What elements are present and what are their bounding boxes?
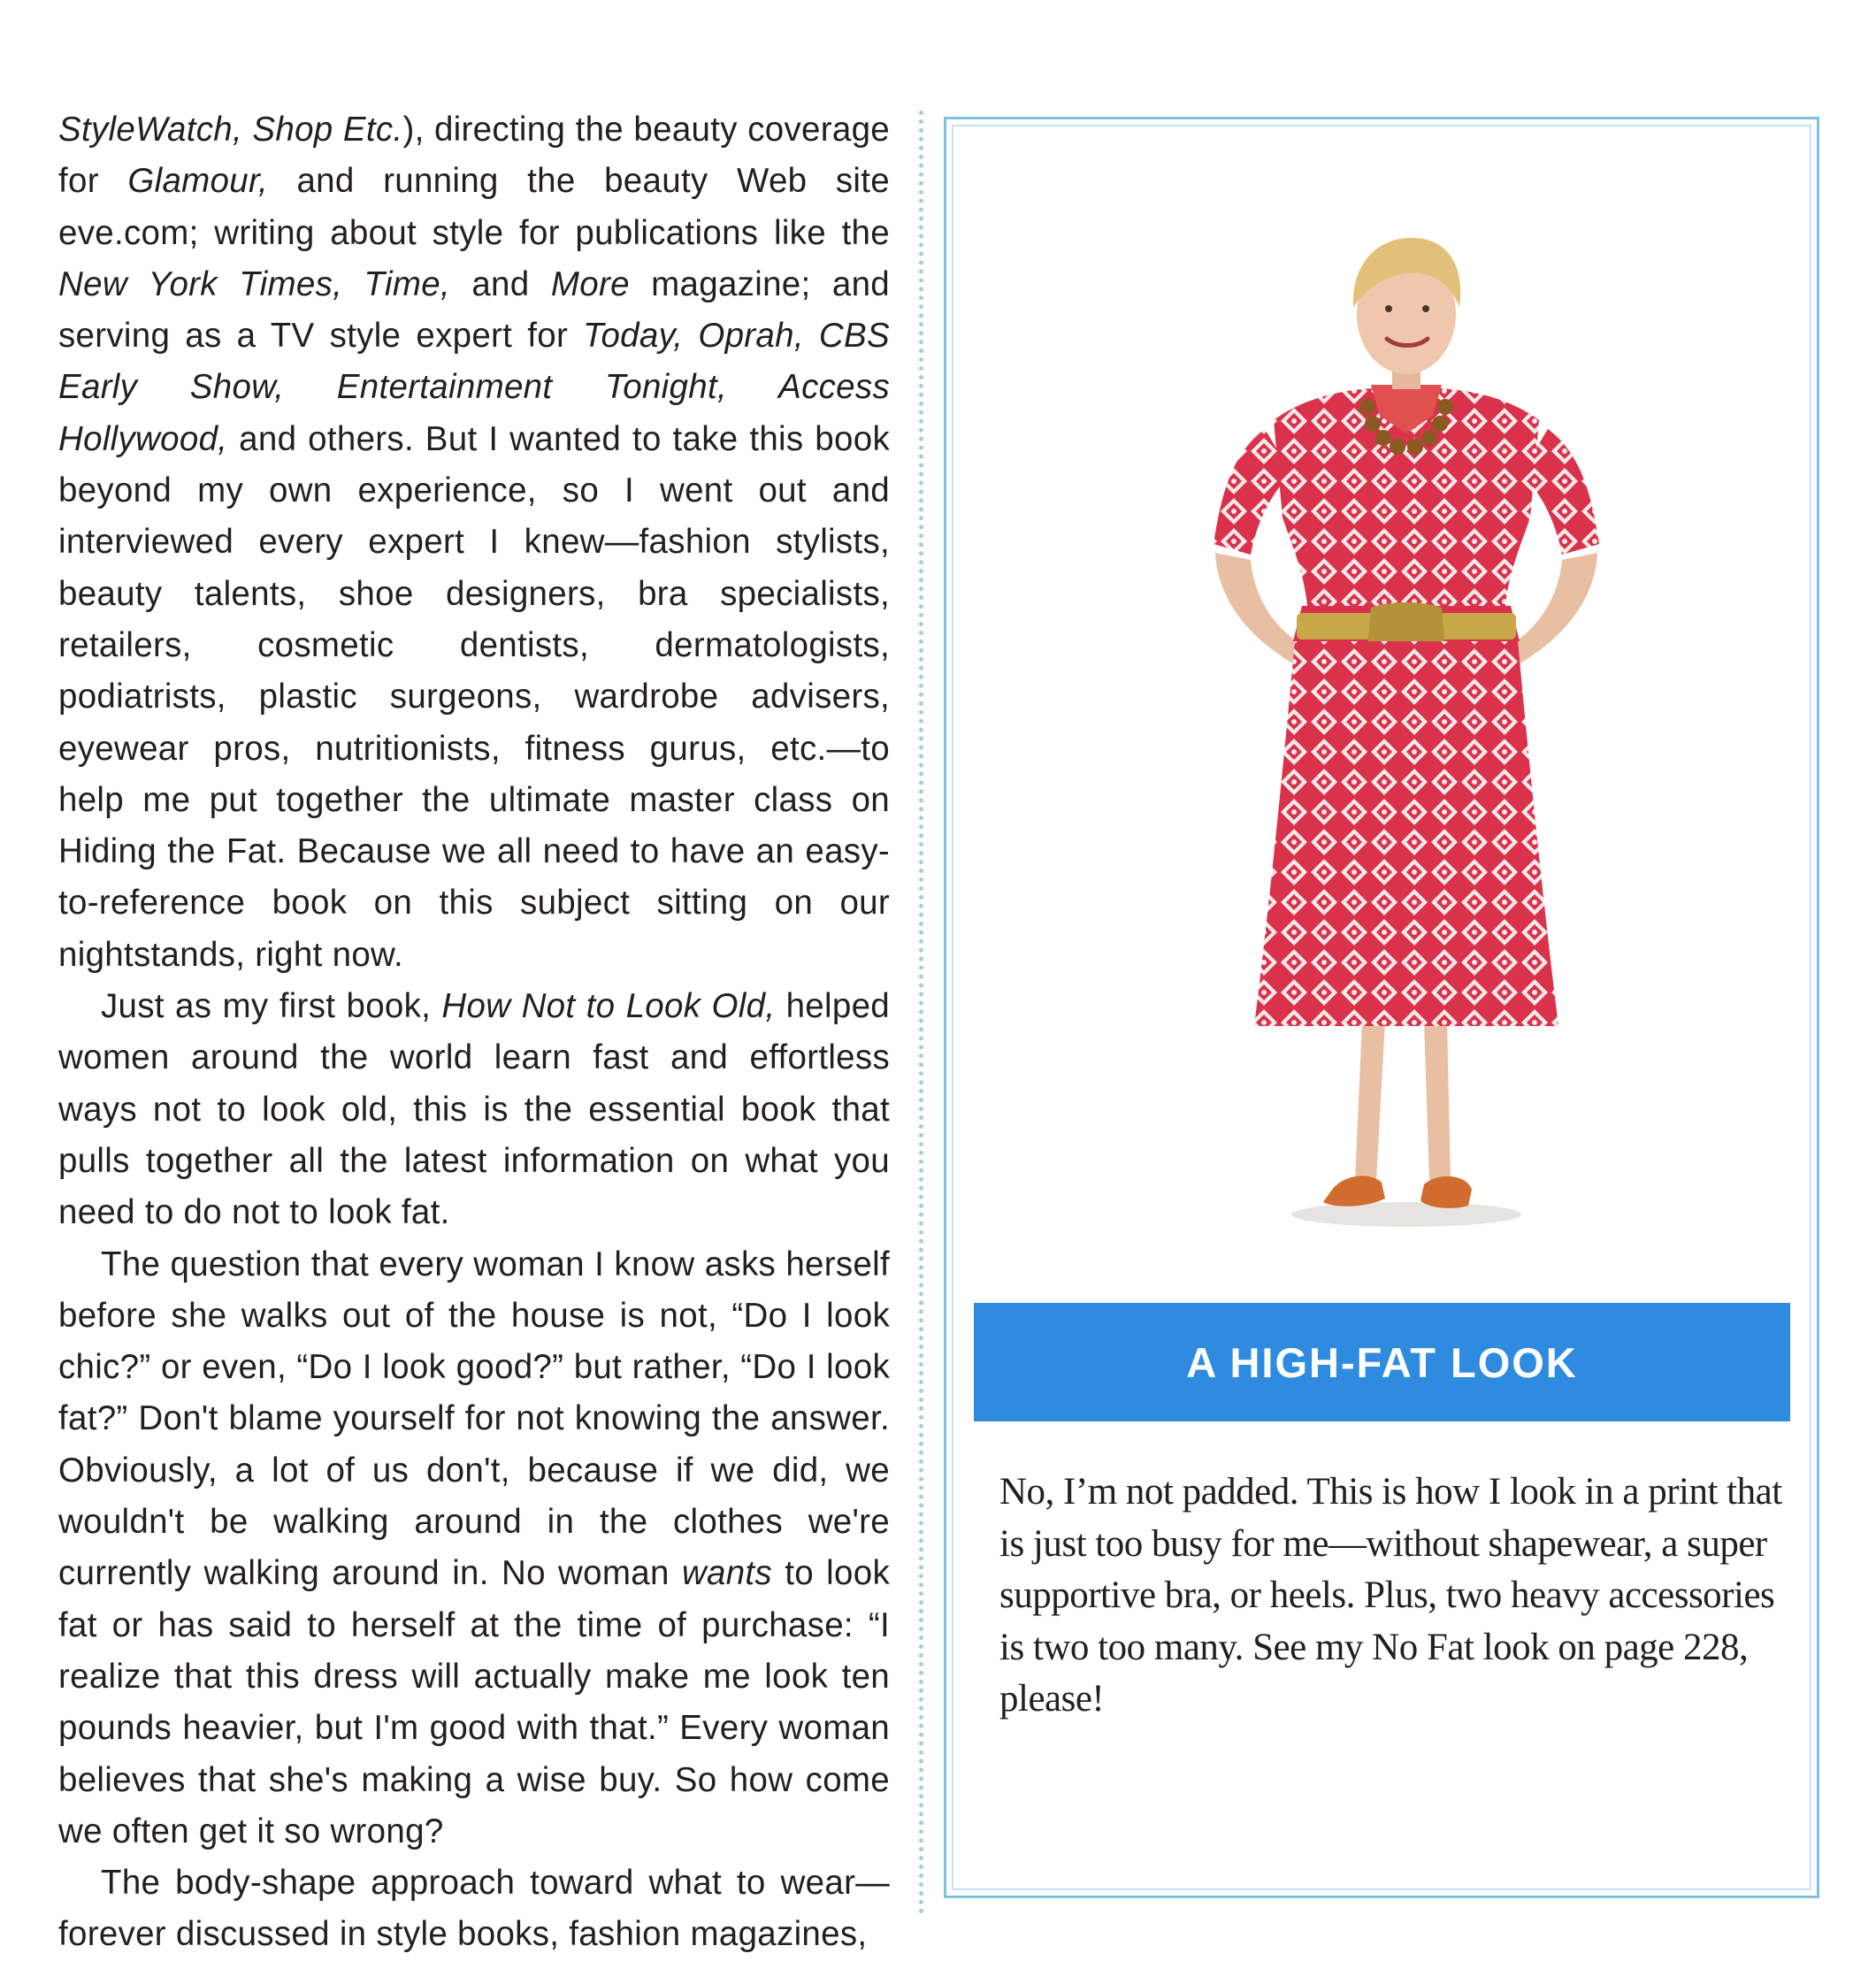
italic-title: How Not to Look Old, [441,987,776,1026]
text-run: magazine; and serving as a TV style expert for [58,264,890,356]
paragraph-1 [58,104,890,981]
text-run: to look fat or has said to herself at the time of purchase: “I realize that this dress will actually make me look ten pounds heavier, but I'm good with that.” Every woman believes that she's making a wise buy. So how come we often get it so wrong? [58,1554,890,1850]
italic-title: Glamour, [127,162,268,201]
text-run: helped women around the world learn fast and effortless ways not to look old, this is the essential book that pulls together all the latest information on what you need to do not to look fat. [58,987,890,1232]
photo-caption: No, I’m not padded. This is how I look in a print that is just too busy for me—without shapewear, a super supportive bra, or heels. Plus, two heavy accessories is two too many. See my No Fat look on page 228, please! [999,1471,1782,1720]
woman-in-print-dress-photo [1159,226,1654,1252]
italic-emphasis: wants [681,1554,772,1593]
italic-title: StyleWatch, Shop Etc. [58,111,403,149]
column-divider [919,111,923,1915]
text-run: ), directing the beauty coverage for [58,111,890,201]
text-run: and others. But I wanted to take this book beyond my own experience, so I went out and interviewed every expert I knew—fashion stylists, beauty talents, shoe designers, bra specialists, retailers, cosmetic dentists, dermatologists, podiatrists, plastic surgeons, wardrobe advisers, eyewear pros, nutritionists, fitness gurus, etc.—to help me put together the ultimate master class on Hiding the Fat. Because we all need to have an easy-to-reference book on this subject sitting on our nightstands, right now. [58,419,890,974]
text-run: and running the beauty Web site eve.com; writing about style for publications like the [58,162,890,252]
italic-title: Today, Oprah, CBS Early Show, Entertainment Tonight, Access Hollywood, [58,317,890,458]
paragraph-4: The body-shape approach toward what to wear—forever discussed in style books, fashion magazines, [58,1864,890,1954]
text-run: and [449,264,551,303]
banner-title: A HIGH-FAT LOOK [974,1303,1790,1421]
paragraph-2 [58,981,890,1238]
text-run: The question that every woman I know asks herself before she walks out of the house is not, “Do I look chic?” or even, “Do I look good?” but rather, “Do I look fat?” Don't blame yourself for not knowing the answer. Obviously, a lot of us don't, because if we did, we wouldn't be walking around in the clothes we're currently walking around in. No woman [58,1245,890,1593]
italic-title: More [550,264,630,303]
body-column [58,104,890,1961]
italic-title: New York Times, Time, [58,264,450,303]
paragraph-3 [58,1239,890,1858]
text-run: Just as my first book, [101,987,442,1026]
